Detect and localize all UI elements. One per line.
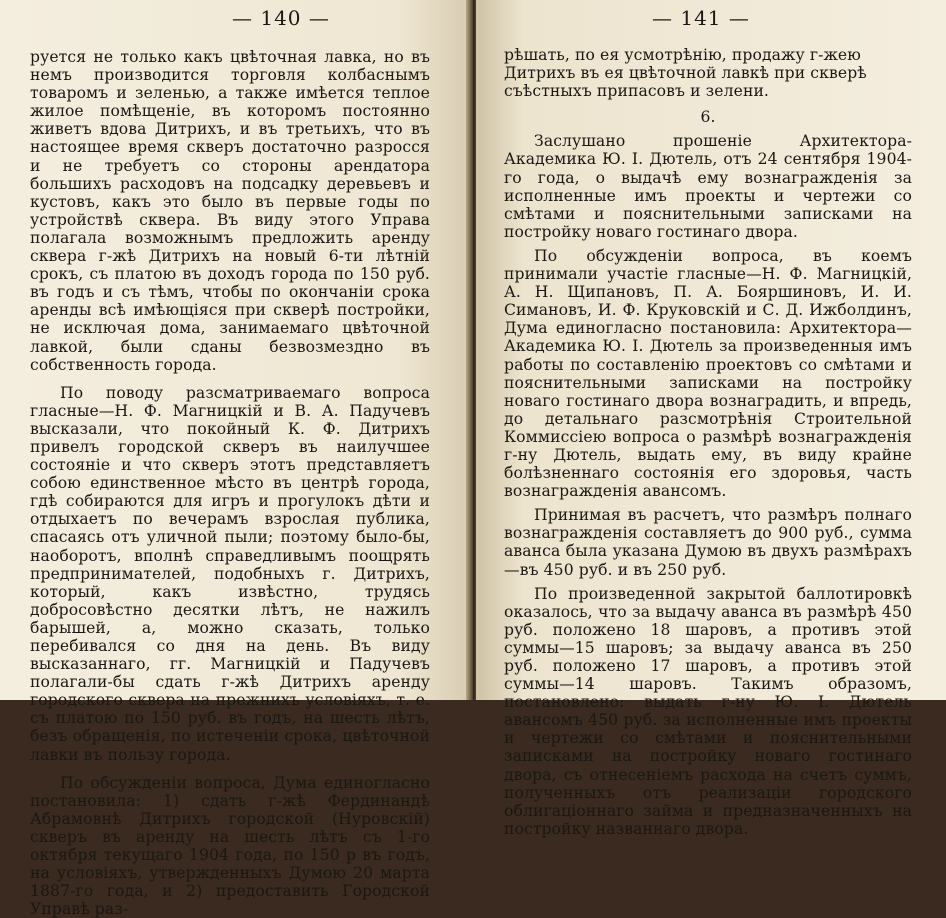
left-page [0,0,470,918]
paragraph: По обсужденіи вопроса, въ коемъ принимали участіе гласные—Н. Ф. Магницкій, А. Н. Щипановъ, П. А. Бояршиновъ, И. И. Симановъ, И. Ф. Круковскій и С. Д. Ижболдинъ, Дума единогласно постановила: Архитектора—Академика Ю. І. Дютель за произведенныя имъ работы по составленію проектовъ со смѣтами и пояснительными записками на постройку новаго гостинаго двора вознаградить, и впредь, до детальнаго разсмотрѣнія Строительной Коммиссіею вопроса о размѣрѣ вознагражденія г-ну Дютель, выдать ему, въ виду крайне болѣзненнаго состоянія его здоровья, часть вознагражденія авансомъ. [504,246,912,501]
paragraph: рѣшать, по ея усмотрѣнію, продажу г-жею Дитрихъ въ ея цвѣточной лавкѣ при скверѣ съѣстныхъ припасовъ и зелени. [504,46,867,101]
paragraph: руется не только какъ цвѣточная лавка, но въ немъ производится торговля колбаснымъ товаромъ и зеленью, а также имѣется теплое жилое помѣщеніе, въ которомъ постоянно живетъ вдова Дитрихъ, и въ третьихъ, что въ настоящее время скверъ достаточно разросся и не требуетъ со стороны арендатора большихъ расходовъ на подсадку деревьевъ и кустовъ, какъ это было въ первые годы по устройствѣ сквера. Въ виду этого Управа полагала возможнымъ предложить аренду сквера г-жѣ Дитрихъ на новый 6-ти лѣтній срокъ, съ платою въ доходъ города по 150 руб. въ годъ и съ тѣмъ, чтобы по окончаніи срока аренды всѣ имѣющіяся при скверѣ постройки, не исключая дома, занимаемаго цвѣточной лавкой, были сданы безвозмездно въ собственность города. [30,48,430,374]
section-number: 6. [700,108,716,127]
right-page [476,0,946,838]
page-number: — 141 — [652,6,750,30]
page-body [30,48,430,918]
paragraph: По произведенной закрытой баллотировкѣ оказалось, что за выдачу аванса въ размѣрѣ 450 руб. положено 18 шаровъ, а противъ этой суммы—15 шаровъ; за выдачу аванса въ 250 руб. положено 17 шаровъ, а противъ этой суммы—14 шаровъ. Такимъ образомъ, постановлено: выдать г-ну Ю. І. Дютель авансомъ 450 руб. за исполненные имъ проекты и чертежи со смѣтами и пояснительными записками на постройку новаго гостинаго двора, съ отнесеніемъ расхода на счетъ суммъ, полученныхъ отъ реализаціи городского облигаціоннаго займа и предназначенныхъ на постройку названнаго двора. [504,584,912,838]
page-body [504,46,912,838]
page-number: — 140 — [232,6,330,30]
paragraph: Заслушано прошеніе Архитектора-Академика Ю. І. Дютель, отъ 24 сентября 1904-го года, о выдачѣ ему вознагражденія за исполненные имъ проекты и чертежи со смѣтами и пояснительными записками на постройку новаго гостинаго двора. [504,132,912,241]
paragraph: По обсужденіи вопроса, Дума единогласно постановила: 1) сдать г-жѣ Фердинандѣ Абрамовнѣ Дитрихъ городской (Нуровскій) скверъ въ аренду на шесть лѣтъ съ 1-го октября текущаго 1904 года, по 150 р въ годъ, на условіяхъ, утвержденныхъ Думою 20 марта 1887-го года, и 2) предоставить Городской Управѣ раз- [30,773,430,918]
paragraph: По поводу разсматриваемаго вопроса гласные—Н. Ф. Магницкій и В. А. Падучевъ высказали, что покойный К. Ф. Дитрихъ привелъ городской скверъ въ наилучшее состояніе и что скверъ этотъ представляетъ собою единственное мѣсто въ центрѣ города, гдѣ собираются для игръ и прогулокъ дѣти и отдыхаетъ по вечерамъ взрослая публика, спасаясь отъ уличной пыли; поэтому было-бы, наоборотъ, вполнѣ справедливымъ поощрять предпринимателей, подобныхъ г. Дитрихъ, который, какъ извѣстно, трудясь добросовѣстно десятки лѣтъ, не нажилъ барышей, а, можно сказать, только перебивался со дня на день. Въ виду высказаннаго, гг. Магницкій и Падучевъ полагали-бы сдать г-жѣ Дитрихъ аренду городского сквера на прежнихъ условіяхъ, т. е. съ платою по 150 руб. въ годъ, на шесть лѣтъ, безъ обращенія, по истеченіи срока, цвѣточной лавки въ пользу города. [30,383,430,764]
paragraph: Принимая въ расчетъ, что размѣръ полнаго вознагражденія составляетъ до 900 руб., сумма аванса была указана Думою въ двухъ размѣрахъ—въ 450 руб. и въ 250 руб. [504,506,912,579]
